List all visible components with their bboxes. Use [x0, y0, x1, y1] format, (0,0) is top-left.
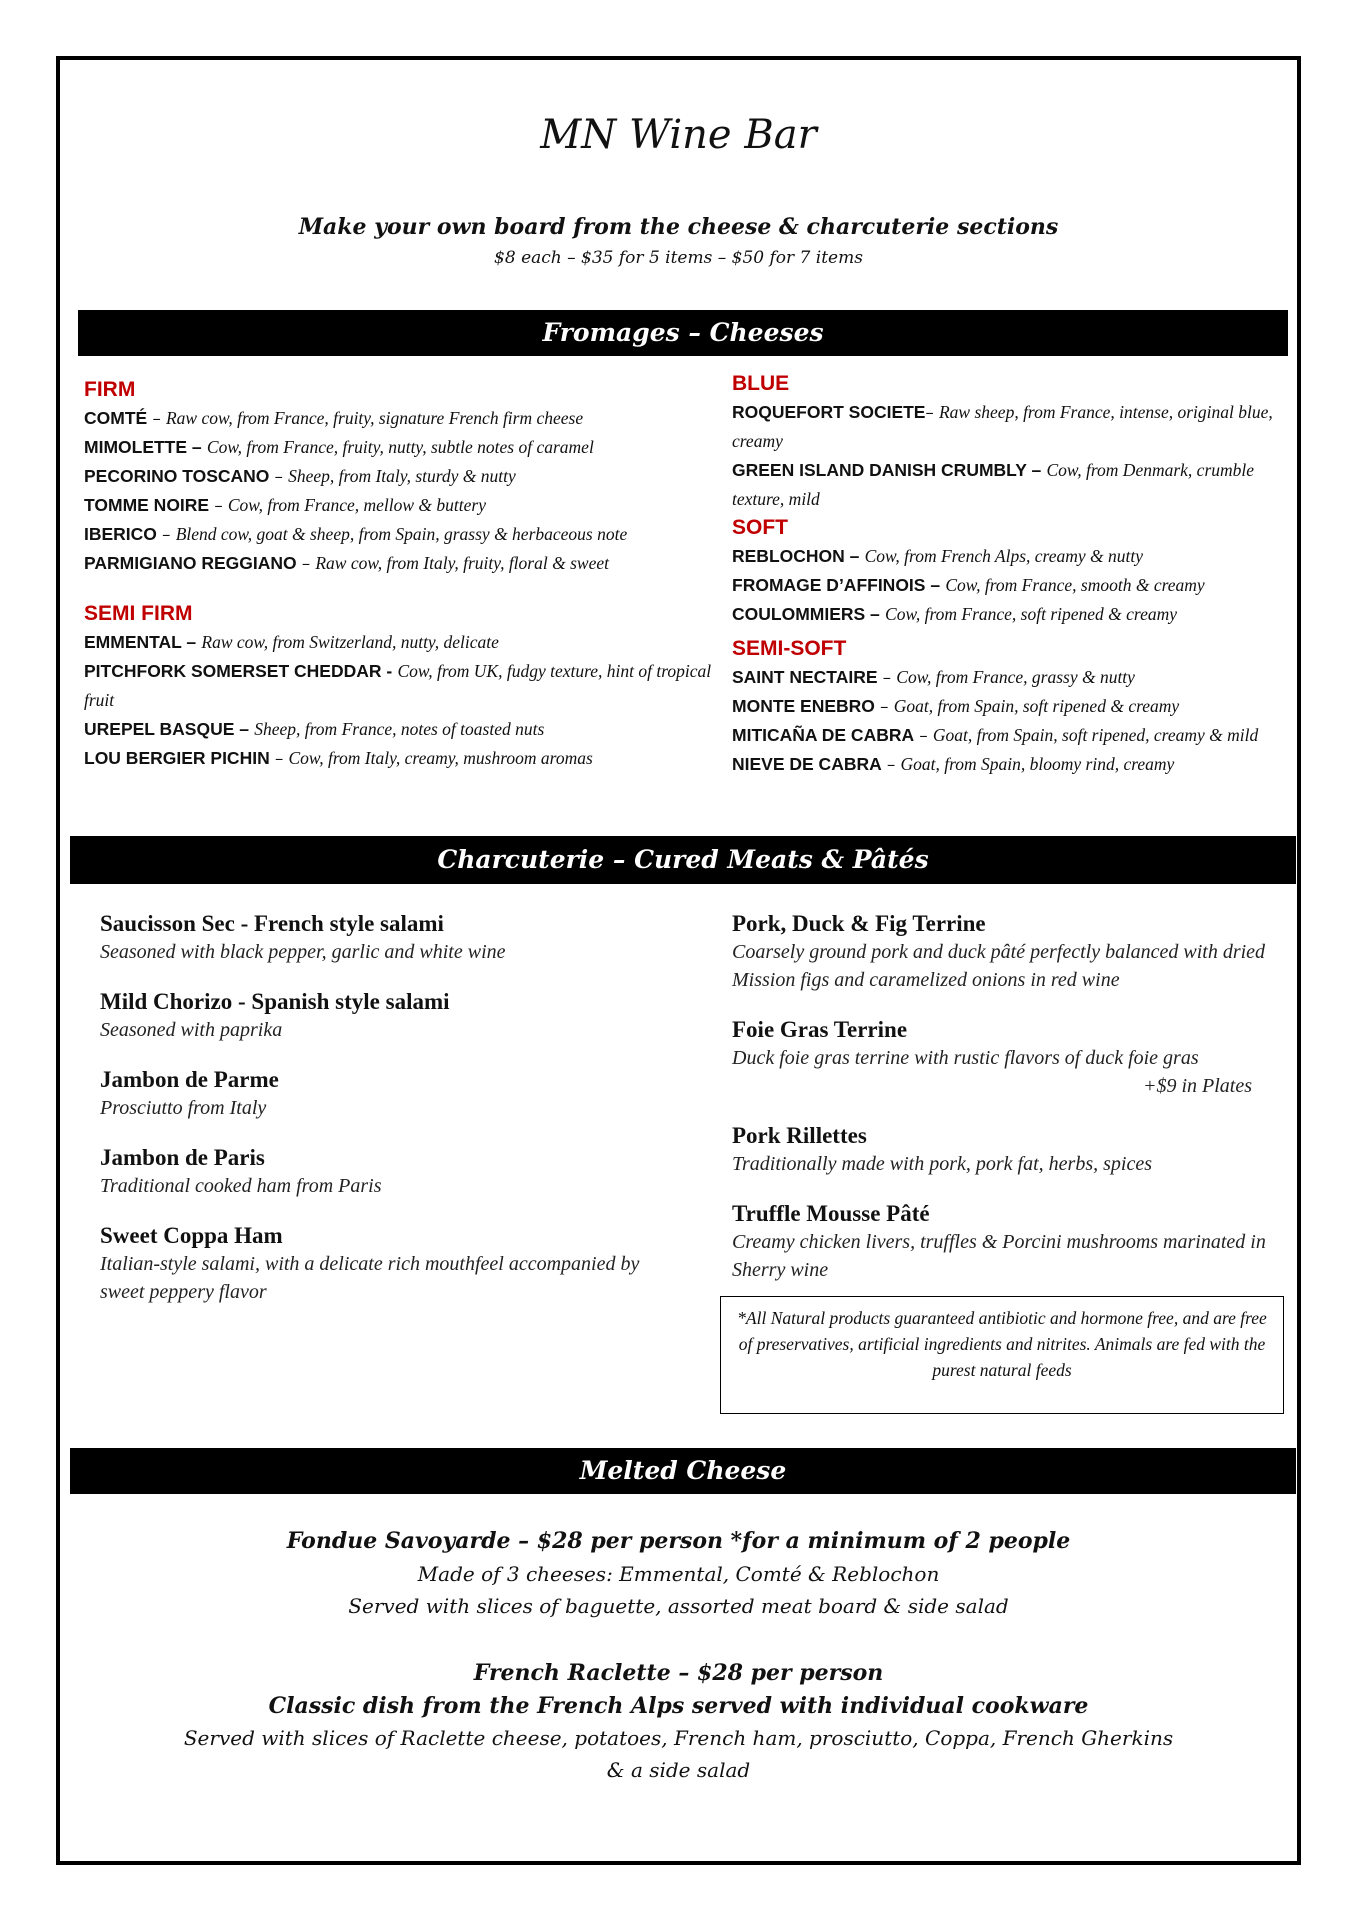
cheese-name: EMMENTAL – — [84, 632, 197, 652]
cheese-item — [732, 750, 1292, 779]
cheese-item — [84, 715, 724, 744]
cheese-name: PARMIGIANO REGGIANO — [84, 553, 297, 573]
cheese-name: MIMOLETTE – — [84, 437, 202, 457]
cheese-description: Sheep, from Italy, sturdy & nutty — [288, 466, 516, 486]
cheese-separator: – — [914, 726, 933, 745]
cheese-name: COULOMMIERS – — [732, 604, 880, 624]
charcuterie-name: Jambon de Paris — [100, 1145, 265, 1170]
charcuterie-name: Mild Chorizo - Spanish style salami — [100, 989, 450, 1014]
cheese-name: ROQUEFORT SOCIETE — [732, 402, 926, 422]
charcuterie-item — [732, 1016, 1272, 1100]
cheese-item — [84, 433, 724, 462]
charcuterie-item — [100, 988, 660, 1044]
charcuterie-item — [100, 1144, 660, 1200]
cheese-description: Cow, from France, smooth & creamy — [945, 575, 1205, 595]
charcuterie-right-column — [732, 910, 1272, 1306]
cheese-item — [732, 542, 1292, 571]
cheese-description: Raw sheep, from France, intense, original blue, creamy — [732, 402, 1273, 451]
raclette-title: French Raclette – $28 per person — [473, 1660, 884, 1686]
charcuterie-item — [100, 910, 660, 966]
charcuterie-item — [732, 910, 1272, 994]
natural-products-note: *All Natural products guaranteed antibiotic and hormone free, and are free of preservatives, artificial ingredients and nitrites. Animals are fed with the purest natural feeds — [720, 1296, 1284, 1414]
charcuterie-name: Foie Gras Terrine — [732, 1017, 908, 1042]
cheese-item — [732, 600, 1292, 629]
charcuterie-description: Coarsely ground pork and duck pâté perfectly balanced with dried Mission figs and caramelized onions in red wine — [732, 941, 1266, 991]
cheese-description: Goat, from Spain, soft ripened & creamy — [893, 696, 1180, 716]
semi-soft-list — [732, 663, 1292, 779]
cheese-item — [732, 663, 1292, 692]
cheese-name: LOU BERGIER PICHIN — [84, 748, 270, 768]
cheese-name: PITCHFORK SOMERSET CHEDDAR - — [84, 661, 393, 681]
cheese-name: MONTE ENEBRO — [732, 696, 875, 716]
charcuterie-extra-price: +$9 in Plates — [1142, 1075, 1252, 1097]
cheese-right-column — [732, 370, 1292, 779]
cheese-separator: – — [269, 749, 289, 768]
raclette-served-with: Served with slices of Raclette cheese, potatoes, French ham, prosciutto, Coppa, French Gherkins — [183, 1726, 1174, 1750]
cheese-item — [732, 692, 1292, 721]
cheese-item — [84, 657, 724, 715]
cheese-description: Goat, from Spain, soft ripened, creamy & mild — [932, 725, 1259, 745]
charcuterie-description: Seasoned with black pepper, garlic and white wine — [100, 941, 506, 963]
cheese-description: Cow, from Denmark, crumble texture, mild — [732, 460, 1255, 509]
cheese-item — [84, 491, 724, 520]
cheese-name: GREEN ISLAND DANISH CRUMBLY – — [732, 460, 1042, 480]
semi-firm-list — [84, 628, 724, 773]
cheese-name: FROMAGE D’AFFINOIS – — [732, 575, 941, 595]
cheese-item — [84, 628, 724, 657]
category-firm: FIRM — [84, 378, 136, 401]
cheese-name: NIEVE DE CABRA — [732, 754, 882, 774]
cheese-description: Cow, from French Alps, creamy & nutty — [864, 546, 1143, 566]
category-blue: BLUE — [732, 372, 790, 395]
blue-list — [732, 398, 1292, 514]
cheese-description: Sheep, from France, notes of toasted nuts — [254, 719, 545, 739]
cheese-separator: – — [874, 697, 894, 716]
cheese-name: COMTÉ — [84, 408, 148, 428]
cheese-section-header: Fromages – Cheeses — [78, 310, 1288, 356]
page-title: MN Wine Bar — [540, 112, 817, 158]
cheese-item — [732, 571, 1292, 600]
cheese-separator: – — [925, 403, 939, 422]
cheese-separator: – — [156, 525, 176, 544]
cheese-description: Cow, from Italy, creamy, mushroom aromas — [288, 748, 593, 768]
firm-list — [84, 404, 724, 578]
charcuterie-item — [732, 1200, 1272, 1284]
cheese-description: Raw cow, from Italy, fruity, floral & sweet — [315, 553, 609, 573]
charcuterie-description: Italian-style salami, with a delicate rich mouthfeel accompanied by sweet peppery flavor — [100, 1253, 640, 1303]
cheese-name: REBLOCHON – — [732, 546, 860, 566]
charcuterie-description: Traditionally made with pork, pork fat, herbs, spices — [732, 1153, 1152, 1175]
charcuterie-section-header: Charcuterie – Cured Meats & Pâtés — [70, 836, 1296, 884]
cheese-separator: – — [147, 409, 166, 428]
charcuterie-description: Duck foie gras terrine with rustic flavors of duck foie gras — [732, 1047, 1199, 1069]
cheese-description: Goat, from Spain, bloomy rind, creamy — [900, 754, 1175, 774]
charcuterie-name: Pork Rillettes — [732, 1123, 867, 1148]
cheese-separator: – — [269, 467, 289, 486]
cheese-separator: – — [877, 668, 897, 687]
charcuterie-description: Seasoned with paprika — [100, 1019, 283, 1041]
cheese-description: Cow, from France, fruity, nutty, subtle notes of caramel — [206, 437, 594, 457]
melted-cheese-section-header: Melted Cheese — [70, 1448, 1296, 1494]
cheese-item — [84, 520, 724, 549]
cheese-name: TOMME NOIRE — [84, 495, 210, 515]
charcuterie-name: Saucisson Sec - French style salami — [100, 911, 444, 936]
charcuterie-item — [732, 1122, 1272, 1178]
cheese-item — [732, 721, 1292, 750]
raclette-subtitle: Classic dish from the French Alps served with individual cookware — [268, 1693, 1089, 1719]
cheese-description: Raw cow, from Switzerland, nutty, delicate — [201, 632, 499, 652]
fondue-title: Fondue Savoyarde – $28 per person *for a minimum of 2 people — [286, 1528, 1071, 1554]
cheese-name: MITICAÑA DE CABRA — [732, 725, 915, 745]
category-semi-soft: SEMI-SOFT — [732, 637, 847, 660]
cheese-name: UREPEL BASQUE – — [84, 719, 249, 739]
cheese-item — [84, 549, 724, 578]
cheese-description: Cow, from UK, fudgy texture, hint of tropical fruit — [84, 661, 712, 710]
board-pricing: $8 each – $35 for 5 items – $50 for 7 items — [494, 248, 863, 268]
cheese-item — [84, 404, 724, 433]
charcuterie-name: Truffle Mousse Pâté — [732, 1201, 930, 1226]
soft-list — [732, 542, 1292, 629]
cheese-description: Raw cow, from France, fruity, signature French firm cheese — [165, 408, 584, 428]
charcuterie-name: Pork, Duck & Fig Terrine — [732, 911, 986, 936]
cheese-name: IBERICO — [84, 524, 157, 544]
fondue-served-with: Served with slices of baguette, assorted meat board & side salad — [348, 1594, 1009, 1618]
charcuterie-item — [100, 1222, 660, 1306]
cheese-description: Cow, from France, mellow & buttery — [227, 495, 486, 515]
board-instructions: Make your own board from the cheese & charcuterie sections — [298, 214, 1059, 240]
cheese-separator: – — [881, 755, 901, 774]
charcuterie-left-column — [100, 910, 660, 1328]
cheese-description: Cow, from France, grassy & nutty — [896, 667, 1135, 687]
charcuterie-description: Prosciutto from Italy — [100, 1097, 267, 1119]
cheese-item — [732, 456, 1292, 514]
charcuterie-description: Traditional cooked ham from Paris — [100, 1175, 382, 1197]
fondue-cheeses: Made of 3 cheeses: Emmental, Comté & Reblochon — [417, 1562, 940, 1586]
cheese-item — [84, 462, 724, 491]
cheese-item — [732, 398, 1292, 456]
cheese-separator: – — [209, 496, 228, 515]
charcuterie-name: Jambon de Parme — [100, 1067, 279, 1092]
cheese-name: SAINT NECTAIRE — [732, 667, 878, 687]
cheese-name: PECORINO TOSCANO — [84, 466, 270, 486]
charcuterie-item — [100, 1066, 660, 1122]
cheese-left-column — [84, 376, 724, 773]
cheese-separator: – — [296, 554, 316, 573]
cheese-item — [84, 744, 724, 773]
raclette-side: & a side salad — [606, 1758, 751, 1782]
charcuterie-description: Creamy chicken livers, truffles & Porcini mushrooms marinated in Sherry wine — [732, 1231, 1266, 1281]
cheese-description: Blend cow, goat & sheep, from Spain, grassy & herbaceous note — [175, 524, 628, 544]
cheese-description: Cow, from France, soft ripened & creamy — [885, 604, 1177, 624]
category-soft: SOFT — [732, 516, 788, 539]
category-semi-firm: SEMI FIRM — [84, 602, 193, 625]
charcuterie-name: Sweet Coppa Ham — [100, 1223, 283, 1248]
